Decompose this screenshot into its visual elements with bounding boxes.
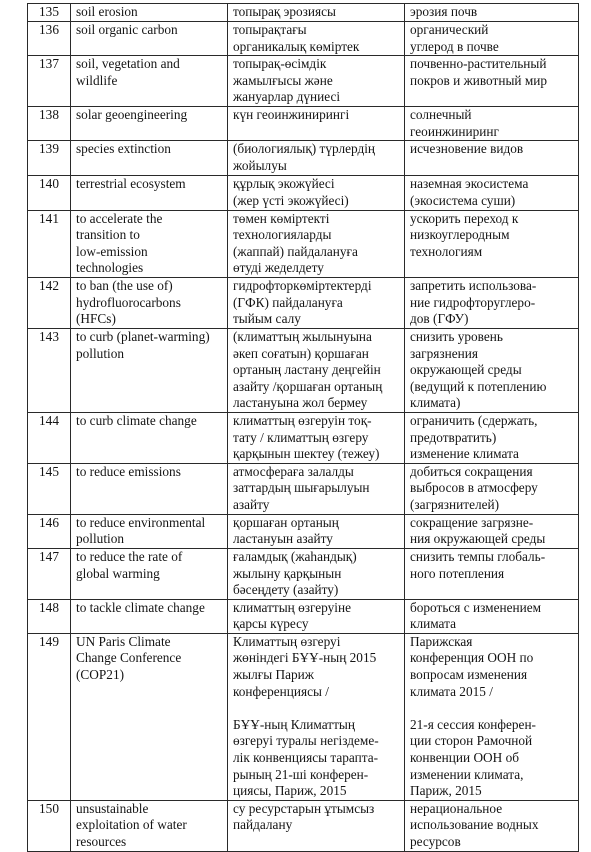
- term-number: 140: [28, 176, 71, 210]
- term-number: 146: [28, 514, 71, 548]
- term-english: to reduce the rate of global warming: [71, 548, 228, 599]
- term-russian: сокращение загрязне- ния окружающей среды: [405, 514, 579, 548]
- term-english: species extinction: [71, 141, 228, 176]
- table-row: [28, 412, 579, 463]
- table-row: [28, 514, 579, 548]
- term-number: 142: [28, 277, 71, 328]
- term-kazakh: (климаттың жылынуына әкеп соғатын) қоршаған ортаның ластану деңгейін азайту /қоршаған ортаның ластануына жол бермеу: [228, 328, 405, 412]
- term-kazakh: гидрофторкөміртектерді (ГФК) пайдалануға тыйым салу: [228, 277, 405, 328]
- term-number: 135: [28, 4, 71, 22]
- term-number: 136: [28, 22, 71, 56]
- table-row: [28, 633, 579, 800]
- term-english: unsustainable exploitation of water resources: [71, 800, 228, 851]
- term-russian: запретить использова- ние гидрофторуглеро- дов (ГФУ): [405, 277, 579, 328]
- term-english: to reduce emissions: [71, 463, 228, 514]
- term-kazakh: су ресурстарын ұтымсыз пайдалану: [228, 800, 405, 851]
- term-english: to reduce environmental pollution: [71, 514, 228, 548]
- term-english: solar geoengineering: [71, 107, 228, 141]
- term-kazakh: топырақ-өсімдік жамылғысы және жануарлар дүниесі: [228, 56, 405, 107]
- term-russian: наземная экосистема (экосистема суши): [405, 176, 579, 210]
- term-russian: добиться сокращения выбросов в атмосферу (загрязнителей): [405, 463, 579, 514]
- table-row: [28, 22, 579, 56]
- term-kazakh: климаттың өзгеруін тоқ- тату / климаттың өзгеру қарқынын шектеу (тежеу): [228, 412, 405, 463]
- table-row: [28, 463, 579, 514]
- term-russian: органический углерод в почве: [405, 22, 579, 56]
- term-kazakh: (биологиялық) түрлердің жойылуы: [228, 141, 405, 176]
- table-row: [28, 56, 579, 107]
- table-row: [28, 176, 579, 210]
- term-english: to ban (the use of) hydrofluorocarbons (HFCs): [71, 277, 228, 328]
- table-row: [28, 328, 579, 412]
- term-kazakh: күн геоинжинирингі: [228, 107, 405, 141]
- table-row: [28, 4, 579, 22]
- term-english: to curb (planet-warming) pollution: [71, 328, 228, 412]
- term-number: 145: [28, 463, 71, 514]
- term-kazakh: топырақ эрозиясы: [228, 4, 405, 22]
- term-russian: почвенно-растительный покров и животный мир: [405, 56, 579, 107]
- term-kazakh: құрлық экожүйесі (жер үсті экожүйесі): [228, 176, 405, 210]
- term-kazakh: топырақтағы органикалық көміртек: [228, 22, 405, 56]
- term-number: 144: [28, 412, 71, 463]
- term-kazakh: ғаламдық (жаһандық) жылыну қарқынын бәсеңдету (азайту): [228, 548, 405, 599]
- term-english: to tackle climate change: [71, 599, 228, 633]
- term-russian: снизить темпы глобаль- ного потепления: [405, 548, 579, 599]
- term-russian: Парижская конференция ООН по вопросам изменения климата 2015 / 21-я сессия конферен- ции сторон Рамочной конвенции ООН об изменении климата, Париж, 2015: [405, 633, 579, 800]
- table-row: [28, 107, 579, 141]
- term-russian: нерациональное использование водных ресурсов: [405, 800, 579, 851]
- term-number: 143: [28, 328, 71, 412]
- term-english: soil erosion: [71, 4, 228, 22]
- term-number: 147: [28, 548, 71, 599]
- term-russian: снизить уровень загрязнения окружающей среды (ведущий к потеплению климата): [405, 328, 579, 412]
- term-number: 150: [28, 800, 71, 851]
- term-number: 138: [28, 107, 71, 141]
- term-english: UN Paris Climate Change Conference (COP21): [71, 633, 228, 800]
- table-row: [28, 548, 579, 599]
- term-russian: эрозия почв: [405, 4, 579, 22]
- term-russian: ускорить переход к низкоуглеродным технологиям: [405, 210, 579, 277]
- glossary-table: [27, 3, 579, 852]
- term-number: 148: [28, 599, 71, 633]
- table-row: [28, 277, 579, 328]
- table-row: [28, 210, 579, 277]
- term-english: terrestrial ecosystem: [71, 176, 228, 210]
- term-number: 139: [28, 141, 71, 176]
- term-russian: исчезновение видов: [405, 141, 579, 176]
- table-row: [28, 599, 579, 633]
- term-kazakh: төмен көміртекті технологияларды (жаппай) пайдалануға өтуді жеделдету: [228, 210, 405, 277]
- term-kazakh: климаттың өзгеруіне қарсы күресу: [228, 599, 405, 633]
- term-number: 137: [28, 56, 71, 107]
- term-number: 149: [28, 633, 71, 800]
- term-english: soil organic carbon: [71, 22, 228, 56]
- term-english: to curb climate change: [71, 412, 228, 463]
- term-english: to accelerate the transition to low-emission technologies: [71, 210, 228, 277]
- term-russian: ограничить (сдержать, предотвратить) изменение климата: [405, 412, 579, 463]
- glossary-body: [28, 4, 579, 852]
- term-kazakh: атмосфераға залалды заттардың шығарылуын азайту: [228, 463, 405, 514]
- term-kazakh: қоршаған ортаның ластануын азайту: [228, 514, 405, 548]
- term-english: soil, vegetation and wildlife: [71, 56, 228, 107]
- term-russian: солнечный геоинжиниринг: [405, 107, 579, 141]
- table-row: [28, 800, 579, 851]
- term-number: 141: [28, 210, 71, 277]
- table-row: [28, 141, 579, 176]
- term-kazakh: Климаттың өзгеруі жөніндегі БҰҰ-ның 2015 жылғы Париж конференциясы / БҰҰ-ның Климаттың өзгеруі туралы негіздеме- лік конвенциясы тарапта- рының 21-ші конферен- циясы, Париж, 2015: [228, 633, 405, 800]
- term-russian: бороться с изменением климата: [405, 599, 579, 633]
